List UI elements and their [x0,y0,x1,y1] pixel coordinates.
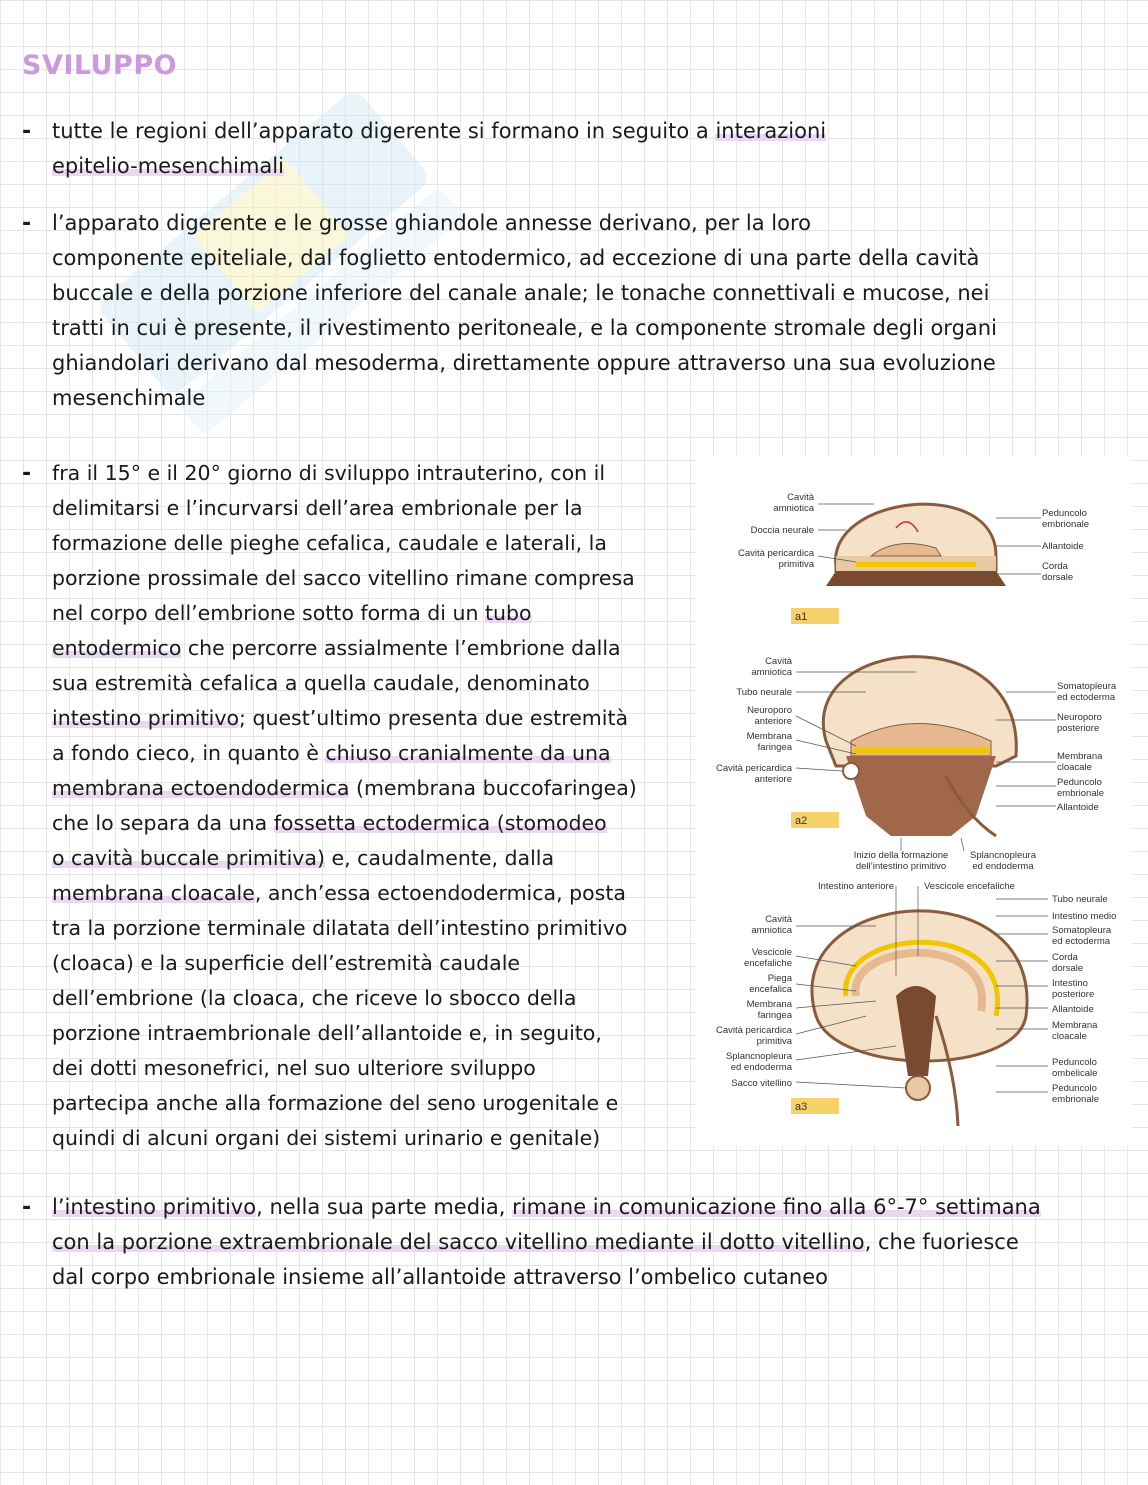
text-run: fra il 15° e il 20° giorno di sviluppo intrauterino, con il delimitarsi e l’incurvarsi dell’area embrionale per la formazione delle pieghe cefalica, caudale e laterali, la porzione prossimale del sacco vitellino rimane compresa nel corpo dell’embrione sotto forma di un [52,461,635,625]
bullet-text [52,114,1122,184]
label-a2-pharyngeal-2: faringea [757,742,792,753]
panel-a2 [716,656,1117,872]
text-run: , anch’essa ectoendodermica, posta tra la porzione terminale dilatata dell’intestino primitivo (cloaca) e la superficie dell’estremità caudale dell’embrione (la cloaca, che riceve lo sbocco della porzione intraembrionale dell’allantoide e, in seguito, dei dotti mesonefrici, nel suo ulteriore sviluppo partecipa anche alla formazione del seno urogenitale e quindi di alcuni organi dei sistemi urinario e genitale) [52,881,628,1150]
label-a3-pericardial: Cavità pericardica [715,1025,792,1036]
label-a3-umbilical: Peduncolo [1052,1057,1097,1068]
notochord-line [856,562,976,567]
label-a2-somatopleura: Somatopleura [1057,681,1117,692]
bullet-marker: - [22,119,32,144]
label-a3-hindgut: Intestino [1052,978,1088,989]
bullet-2 [22,206,1122,416]
label-a2-neuropore-ant-2: anteriore [754,716,792,727]
bullet-text [52,206,1122,416]
label-a3-umbilical-2: ombelicale [1052,1068,1098,1079]
bullet-marker: - [22,1195,32,1220]
label-a3-splanchnopleura: Splancnopleura [725,1051,792,1062]
label-a3-stalk-2: embrionale [1052,1094,1099,1105]
label-a3-head-fold-2: encefalica [749,984,792,995]
highlighted-text: l’intestino primitivo [52,1195,257,1219]
label-pericardial-cavity: Cavità pericardica [737,548,814,559]
highlighted-text: rimane in comunicazione fino alla 6°-7° settimana con la porzione extraembrionale del sacco vitellino mediante il dotto vitellino [52,1195,1041,1254]
label-a3-neural-tube: Tubo neurale [1052,894,1108,905]
label-a3-brain-vesicles: Vescicole encefaliche [924,881,1015,892]
highlighted-text: membrana cloacale [52,881,255,905]
label-a3-notochord: Corda [1052,952,1078,963]
label-a2-amniotic: Cavità [765,656,792,667]
label-a2-gut-start: Inizio della formazione [853,850,949,861]
highlighted-text: fossetta ectodermica (stomodeo o cavità buccale primitiva) [52,811,607,870]
label-a3-pharyngeal: Membrana [746,999,792,1010]
label-a3-amniotic: Cavità [765,914,792,925]
text-run: , che fuoriesce dal corpo embrionale insieme all’allantoide attraverso l’ombelico cutaneo [52,1230,1019,1289]
label-notochord-2: dorsale [1042,572,1074,583]
bullet-marker: - [22,211,32,236]
label-a3-notochord-2: dorsale [1052,963,1084,974]
notochord-line-a2 [854,748,989,753]
highlighted-text: interazioni epitelio-mesenchimali [52,119,827,178]
label-a2-stalk-2: embrionale [1057,788,1104,799]
label-allantois: Allantoide [1042,541,1084,552]
label-notochord: Corda [1042,561,1068,572]
label-a2-somatopleura-2: ed ectoderma [1057,692,1116,703]
label-a3-pericardial-2: primitiva [756,1036,792,1047]
label-a3-pharyngeal-2: faringea [757,1010,792,1021]
highlighted-text: tubo entodermico [52,601,532,660]
bullet-3 [22,456,687,1156]
panel-a3 [716,881,1116,1126]
label-a2-cloacal-2: cloacale [1057,762,1092,773]
panel-a1 [738,492,1089,624]
label-a3-midgut: Intestino medio [1052,911,1117,922]
label-a2-stalk: Peduncolo [1057,777,1102,788]
label-a2-neuropore-ant: Neuroporo [747,705,792,716]
highlighted-text: intestino primitivo [52,706,240,730]
label-a2-neuropore-post-2: posteriore [1057,723,1100,734]
label-stalk: Peduncolo [1042,508,1087,519]
embryo-development-figure [696,456,1132,1146]
label-a3-cloacal: Membrana [1052,1020,1098,1031]
label-a2-gut-start-2: dell’intestino primitivo [855,861,947,872]
label-a2-neural-tube: Tubo neurale [736,687,792,698]
page-title: SVILUPPO [22,50,178,81]
label-a3-yolk-sac: Sacco vitellino [731,1078,792,1089]
label-a2-amniotic-2: amniotica [751,667,792,678]
label-a3-somatopleura-2: ed ectoderma [1052,936,1111,947]
text-run: che percorre assialmente l’embrione dalla sua estremità cefalica a quella caudale, denominato [52,636,621,695]
highlighted-text: chiuso cranialmente da una membrana ectoendodermica [52,741,611,800]
text-run: (membrana buccofaringea) che lo separa da una [52,776,637,835]
label-a3-stalk: Peduncolo [1052,1083,1097,1094]
tag-a3-label: a3 [795,1101,808,1113]
label-a3-vesicles-2: encefaliche [743,958,792,969]
label-a3-hindgut-2: posteriore [1052,989,1095,1000]
label-a2-splanchnopleura: Splancnopleura [969,850,1037,861]
yolk-sac-roof [826,571,1006,586]
bullet-4 [22,1190,1132,1295]
bullet-1 [22,114,1122,184]
bullet-marker: - [22,461,32,486]
label-a2-neuropore-post: Neuroporo [1057,712,1102,723]
text-run: tutte le regioni dell’apparato digerente si formano in seguito a [52,119,716,143]
text-run: , nella sua parte media, [256,1195,513,1219]
text-run: l’apparato digerente e le grosse ghiandole annesse derivano, per la loro componente epiteliale, dal foglietto entodermico, ad eccezione di una parte della cavità buccale e della porzione inferiore del canale anale; le tonache connettivali e mucose, nei tratti in cui è presente, il rivestimento peritoneale, e la componente stromale degli organi ghiandolari derivano dal mesoderma, direttamente oppure attraverso una sua evoluzione mesenchimale [52,211,997,410]
label-a2-pericardial: Cavità pericardica [715,763,792,774]
label-a3-foregut: Intestino anteriore [817,881,894,892]
label-pericardial-cavity-2: primitiva [778,559,814,570]
label-a3-somatopleura: Somatopleura [1052,925,1112,936]
label-a2-pericardial-2: anteriore [754,774,792,785]
label-amniotic-cavity-2: amniotica [773,503,814,514]
gut-stalk-a3 [896,986,936,1076]
label-amniotic-cavity: Cavità [787,492,814,503]
label-stalk-2: embrionale [1042,519,1089,530]
label-a3-splanchnopleura-2: ed endoderma [730,1062,792,1073]
label-a3-amniotic-2: amniotica [751,925,792,936]
yolk-sac-a3 [906,1076,930,1100]
label-a2-splanchnopleura-2: ed endoderma [972,861,1034,872]
label-a3-head-fold: Piega [767,973,792,984]
label-a2-pharyngeal: Membrana [746,731,792,742]
tag-a2-label: a2 [795,815,808,827]
label-a3-cloacal-2: cloacale [1052,1031,1087,1042]
label-a2-allantois: Allantoide [1057,802,1099,813]
label-a3-vesicles: Vescicole [751,947,792,958]
label-a2-cloacal: Membrana [1057,751,1103,762]
text-run: ; quest’ultimo presenta due estremità a fondo cieco, in quanto è [52,706,629,765]
text-run: e, caudalmente, dalla [331,846,555,870]
bullet-text [52,456,687,1156]
label-neural-groove: Doccia neurale [750,525,814,536]
bullet-text [52,1190,1132,1295]
gut-region [846,756,996,836]
label-a3-allantois: Allantoide [1052,1004,1094,1015]
pericardial-cavity-a2 [843,763,859,779]
tag-a1-label: a1 [795,611,808,623]
